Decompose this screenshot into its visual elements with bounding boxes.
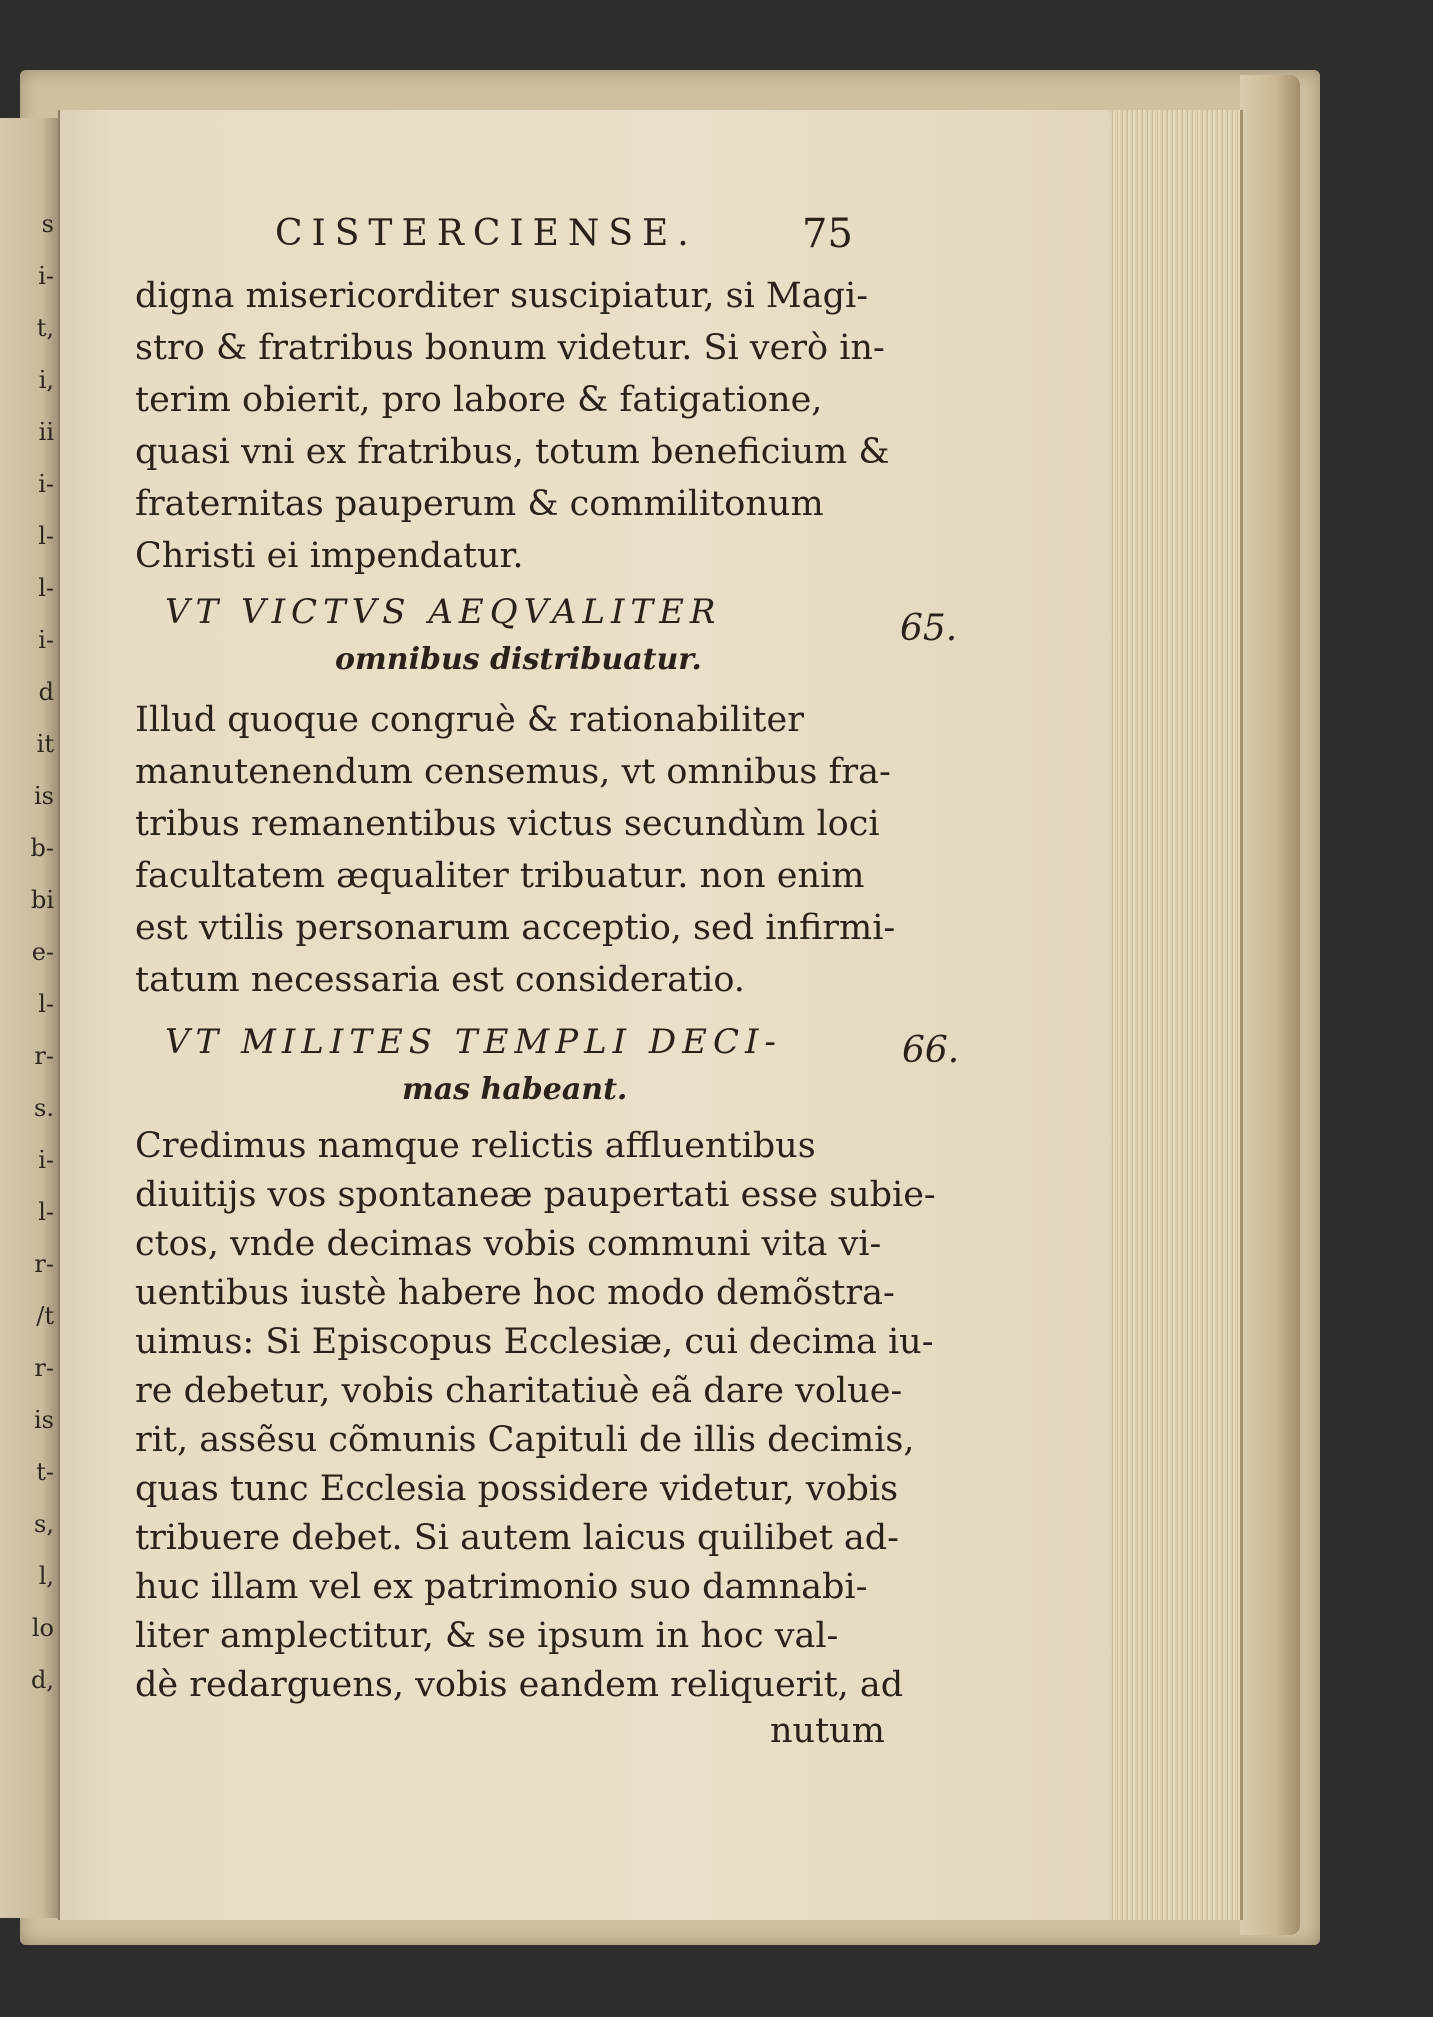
left-page-edge: [0, 118, 63, 1918]
left-page-fragment: bi: [30, 886, 54, 914]
text-line: facultatem æqualiter tribuatur. non enim: [135, 856, 865, 896]
text-line: quasi vni ex fratribus, totum beneficium &: [135, 432, 890, 472]
section-subheading-2: mas habeant.: [402, 1072, 628, 1107]
text-line: est vtilis personarum acceptio, sed infirmi-: [135, 908, 896, 948]
left-page-fragment: t,: [36, 314, 54, 342]
text-line: tribuere debet. Si autem laicus quilibet ad-: [135, 1518, 899, 1558]
text-line: liter amplectitur, & se ipsum in hoc val-: [135, 1616, 839, 1656]
text-line: Illud quoque congruè & rationabiliter: [135, 700, 804, 740]
text-line: quas tunc Ecclesia possidere videtur, vobis: [135, 1469, 899, 1509]
left-page-fragment: it: [36, 730, 54, 758]
left-page-fragment: is: [34, 1406, 54, 1434]
text-line: Credimus namque relictis affluentibus: [135, 1126, 816, 1166]
left-page-fragment: l-: [38, 574, 54, 602]
text-line: uimus: Si Episcopus Ecclesiæ, cui decima iu-: [135, 1322, 934, 1362]
page-number: 75: [802, 211, 853, 257]
left-page-fragment: i-: [38, 262, 54, 290]
left-page-fragment: l-: [38, 522, 54, 550]
margin-number-1: 65.: [900, 608, 958, 649]
left-page-fragment: i,: [38, 366, 54, 394]
left-page-fragment: l-: [38, 1198, 54, 1226]
text-line: Christi ei impendatur.: [135, 536, 524, 576]
left-page-fragment: r-: [34, 1042, 54, 1070]
left-page-fragment: l,: [38, 1562, 54, 1590]
section-heading-1: VT VICTVS AEQVALITER: [165, 592, 722, 632]
text-line: rit, assẽsu cõmunis Capituli de illis decimis,: [135, 1420, 915, 1460]
book-fore-edge-binding: [1240, 75, 1300, 1935]
left-page-fragment: r-: [34, 1354, 54, 1382]
left-page-fragment: t-: [36, 1458, 54, 1486]
margin-number-2: 66.: [902, 1030, 960, 1071]
left-page-fragment: l-: [38, 990, 54, 1018]
page-edges: [1110, 110, 1243, 1920]
section-subheading-1: omnibus distribuatur.: [335, 642, 702, 677]
text-line: uentibus iustè habere hoc modo demõstra-: [135, 1273, 895, 1313]
running-head: CISTERCIENSE.: [275, 213, 698, 254]
left-page-fragment: s: [41, 210, 54, 238]
left-page-fragment: i-: [38, 626, 54, 654]
left-page-fragment: s.: [34, 1094, 54, 1122]
left-page-fragment: i-: [38, 470, 54, 498]
text-line: manutenendum censemus, vt omnibus fra-: [135, 752, 891, 792]
left-page-fragment: e-: [31, 938, 54, 966]
left-page-fragment: ii: [38, 418, 54, 446]
text-line: re debetur, vobis charitatiuè eã dare volue-: [135, 1371, 903, 1411]
left-page-fragment: d,: [31, 1666, 54, 1694]
text-line: digna misericorditer suscipiatur, si Magi-: [135, 276, 869, 316]
left-page-fragment: lo: [31, 1614, 54, 1642]
text-line: tatum necessaria est consideratio.: [135, 960, 745, 1000]
left-page-fragment: d: [38, 678, 54, 706]
left-page-fragment: s,: [34, 1510, 54, 1538]
left-page-fragment: is: [34, 782, 54, 810]
left-page-fragment: b-: [30, 834, 54, 862]
text-line: fraternitas pauperum & commilitonum: [135, 484, 824, 524]
text-line: diuitijs vos spontaneæ paupertati esse subie-: [135, 1175, 936, 1215]
left-page-fragment: i-: [38, 1146, 54, 1174]
text-line: huc illam vel ex patrimonio suo damnabi-: [135, 1567, 868, 1607]
left-page-fragment: r-: [34, 1250, 54, 1278]
text-line: stro & fratribus bonum videtur. Si verò in-: [135, 328, 885, 368]
left-page-fragment: /t: [36, 1302, 54, 1330]
text-line: tribus remanentibus victus secundùm loci: [135, 804, 880, 844]
text-line: terim obierit, pro labore & fatigatione,: [135, 380, 823, 420]
catchword: nutum: [770, 1711, 885, 1751]
text-line: ctos, vnde decimas vobis communi vita vi-: [135, 1224, 882, 1264]
text-line: dè redarguens, vobis eandem reliquerit, ad: [135, 1665, 904, 1705]
section-heading-2: VT MILITES TEMPLI DECI-: [165, 1022, 782, 1062]
